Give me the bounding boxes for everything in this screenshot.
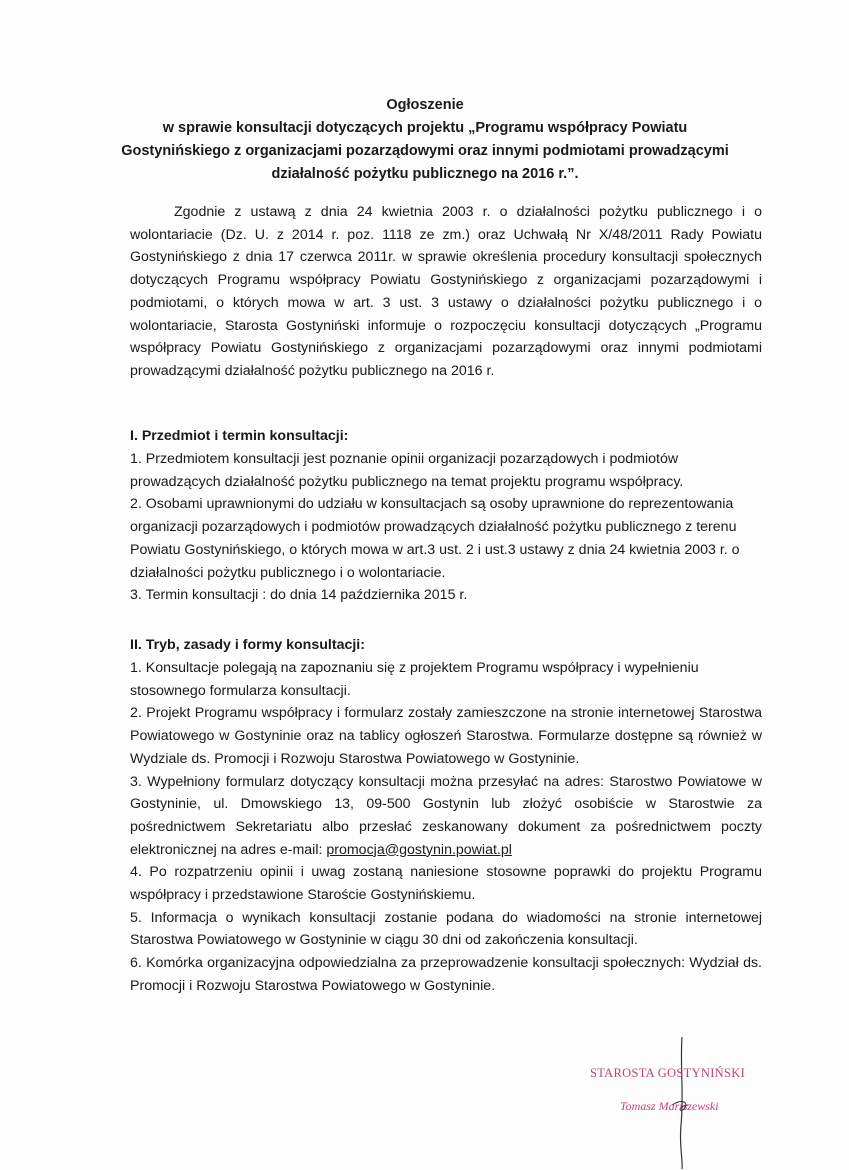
section-2-item-4: 4. Po rozpatrzeniu opinii i uwag zostaną naniesione stosowne poprawki do projektu Programu współpracy i przedstawione Staroście Gostynińskiemu. [130,864,762,904]
section-2-heading: II. Tryb, zasady i formy konsultacji: [130,637,365,653]
section-1-item-1: 1. Przedmiotem konsultacji jest poznanie opinii organizacji pozarządowych i podmiotów prowadzących działalność pożytku publicznego na temat projektu programu współpracy. [130,451,684,490]
title-line-4: działalność pożytku publicznego na 2016 r.”. [271,166,579,182]
section-2-item-3-text: 3. Wypełniony formularz dotyczący konsultacji można przesyłać na adres: Starostwo Powiatowe w Gostyninie, ul. Dmowskiego 13, 09-500 Gostynin lub złożyć osobiście w Starostwie za pośrednictwem Sekretariatu albo przesłać zeskanowany dokument za pośrednictwem poczty elektronicznej na adres e-mail: [130,773,762,858]
section-2-item-2: 2. Projekt Programu współpracy i formularz zostały zamieszczone na stronie internetowej Starostwa Powiatowego w Gostyninie oraz na tablicy ogłoszeń Starostwa. Formularze dostępne są również w Wydziale ds. Promocji i Rozwoju Starostwa Powiatowego w Gostyninie. [130,705,762,767]
section-2-item-6: 6. Komórka organizacyjna odpowiedzialna za przeprowadzenie konsultacji społecznych: Wydział ds. Promocji i Rozwoju Starostwa Powiatowego w Gostyninie. [130,955,762,994]
title-line-3: Gostynińskiego z organizacjami pozarządowymi oraz innymi podmiotami prowadzącymi [121,143,729,159]
email-link[interactable]: promocja@gostynin.powiat.pl [326,841,512,858]
section-1-item-3: 3. Termin konsultacji : do dnia 14 października 2015 r. [130,587,468,604]
stamp-title: STAROSTA GOSTYNIŃSKI [590,1066,746,1080]
intro-paragraph: Zgodnie z ustawą z dnia 24 kwietnia 2003 r. o działalności pożytku publicznego i o wolontariacie (Dz. U. z 2014 r. poz. 1118 ze zm.) oraz Uchwałą Nr X/48/2011 Rady Powiatu Gostynińskiego z dnia 17 czerwca 2011r. w sprawie określenia procedury konsultacji społecznych dotyczących Programu współpracy Powiatu Gostynińskiego z organizacjami pozarządowymi i podmiotami, o których mowa w art. 3 ust. 3 ustawy o działalności pożytku publicznego i o wolontariacie, Starosta Gostyniński informuje o rozpoczęciu konsultacji dotyczących „Programu współpracy Powiatu Gostynińskiego z organizacjami pozarządowymi oraz innymi podmiotami prowadzącymi działalność pożytku publicznego na 2016 r. [130,204,762,379]
section-1-item-2: 2. Osobami uprawnionymi do udziału w konsultacjach są osoby uprawnione do reprezentowania organizacji pozarządowych i podmiotów prowadzących działalność pożytku publicznego z terenu Powiatu Gostynińskiego, o których mowa w art.3 ust. 2 i ust.3 ustawy z dnia 24 kwietnia 2003 r. o działalności pożytku publicznego i o wolontariacie. [130,496,740,581]
announcement-title [120,94,730,186]
section-2-item-3 [130,771,762,862]
title-line-1: Ogłoszenie [386,97,464,113]
section-2-item-5: 5. Informacja o wynikach konsultacji zostanie podana do wiadomości na stronie internetowej Starostwa Powiatowego w Gostyninie w ciągu 30 dni od zakończenia konsultacji. [130,909,762,949]
section-2-list [130,657,762,998]
section-2-item-1: 1. Konsultacje polegają na zapoznaniu się z projektem Programu współpracy i wypełnieniu stosownego formularza konsultacji. [130,660,699,699]
section-1-list [130,448,762,607]
stamp-name: Tomasz Mariszewski [620,1099,719,1113]
section-1-heading: I. Przedmiot i termin konsultacji: [130,428,349,444]
title-line-2: w sprawie konsultacji dotyczących projektu „Programu współpracy Powiatu [162,120,688,136]
